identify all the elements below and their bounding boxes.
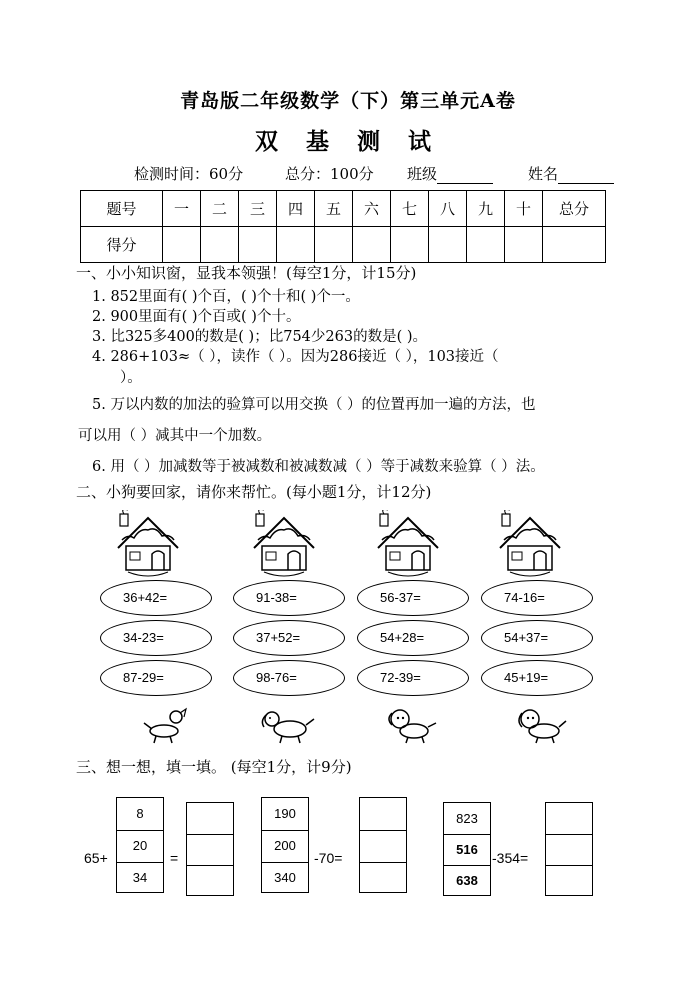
total-label: 总分：100分 bbox=[285, 165, 374, 183]
score-table bbox=[80, 190, 606, 263]
answer-cell[interactable] bbox=[546, 803, 592, 834]
answer-cell[interactable] bbox=[187, 834, 233, 865]
equation-oval[interactable]: 34-23= bbox=[100, 620, 212, 656]
section3-title: 三、想一想，填一填。 (每空1分，计9分) bbox=[76, 758, 352, 776]
header-cell: 四 bbox=[277, 191, 315, 227]
score-cell[interactable] bbox=[353, 227, 391, 263]
header-cell: 八 bbox=[429, 191, 467, 227]
number-cell: 190 bbox=[274, 806, 296, 821]
equation-oval[interactable]: 91-38= bbox=[233, 580, 345, 616]
house-icon bbox=[108, 510, 188, 580]
house-icon bbox=[368, 510, 448, 580]
number-column bbox=[443, 802, 491, 896]
paper-subtitle: 双 基 测 试 bbox=[254, 128, 442, 155]
question-item-cont: ）。 bbox=[120, 370, 142, 386]
header-cell: 六 bbox=[353, 191, 391, 227]
operator-label: -70= bbox=[314, 850, 343, 866]
equation-oval[interactable]: 74-16= bbox=[481, 580, 593, 616]
number-column bbox=[261, 797, 309, 893]
name-field bbox=[528, 163, 614, 184]
question-item: 1. 852里面有( )个百，( )个十和( )个一。 bbox=[92, 289, 360, 305]
number-cell: 200 bbox=[262, 830, 308, 862]
score-cell[interactable] bbox=[429, 227, 467, 263]
score-cell[interactable] bbox=[163, 227, 201, 263]
number-cell: 516 bbox=[444, 834, 490, 865]
dog-icon bbox=[384, 703, 438, 745]
equation-oval[interactable]: 72-39= bbox=[357, 660, 469, 696]
question-item: 4. 286+103≈（ ），读作（ ）。因为286接近（ ），103接近（ bbox=[92, 349, 499, 365]
dog-icon bbox=[258, 703, 318, 745]
score-row bbox=[81, 227, 606, 263]
header-cell: 三 bbox=[239, 191, 277, 227]
score-cell[interactable] bbox=[391, 227, 429, 263]
header-cell: 十 bbox=[505, 191, 543, 227]
number-cell: 34 bbox=[117, 862, 163, 894]
equation-oval[interactable]: 36+42= bbox=[100, 580, 212, 616]
score-cell[interactable] bbox=[239, 227, 277, 263]
question-item-cont: 可以用（ ）减其中一个加数。 bbox=[78, 428, 272, 444]
number-column bbox=[116, 797, 164, 893]
class-blank[interactable] bbox=[437, 167, 493, 184]
answer-column bbox=[186, 802, 234, 896]
header-cell: 一 bbox=[163, 191, 201, 227]
score-header-row bbox=[81, 191, 606, 227]
number-cell: 638 bbox=[444, 865, 490, 896]
equation-oval[interactable]: 37+52= bbox=[233, 620, 345, 656]
number-cell: 20 bbox=[117, 830, 163, 862]
score-cell[interactable] bbox=[201, 227, 239, 263]
answer-cell[interactable] bbox=[360, 798, 406, 830]
equation-oval[interactable]: 87-29= bbox=[100, 660, 212, 696]
answer-column bbox=[359, 797, 407, 893]
equals-sign: = bbox=[170, 850, 179, 866]
equation-oval[interactable]: 98-76= bbox=[233, 660, 345, 696]
paper-title: 青岛版二年级数学（下）第三单元A卷 bbox=[180, 90, 516, 112]
answer-cell[interactable] bbox=[546, 865, 592, 896]
answer-column bbox=[545, 802, 593, 896]
answer-cell[interactable] bbox=[187, 803, 233, 834]
score-cell[interactable] bbox=[277, 227, 315, 263]
header-cell: 七 bbox=[391, 191, 429, 227]
equation-oval[interactable]: 45+19= bbox=[481, 660, 593, 696]
operator-label: -354= bbox=[492, 850, 529, 866]
header-cell: 五 bbox=[315, 191, 353, 227]
number-cell: 340 bbox=[262, 862, 308, 894]
answer-cell[interactable] bbox=[546, 834, 592, 865]
score-cell[interactable] bbox=[467, 227, 505, 263]
equation-oval[interactable]: 54+37= bbox=[481, 620, 593, 656]
score-cell[interactable] bbox=[315, 227, 353, 263]
header-cell: 九 bbox=[467, 191, 505, 227]
score-cell[interactable] bbox=[543, 227, 606, 263]
header-cell: 总分 bbox=[543, 191, 606, 227]
house-icon bbox=[490, 510, 570, 580]
answer-cell[interactable] bbox=[360, 830, 406, 862]
question-item: 6. 用（ ）加减数等于被减数和被减数减（ ）等于减数来验算（ ）法。 bbox=[92, 459, 545, 475]
question-item: 2. 900里面有( )个百或( )个十。 bbox=[92, 309, 301, 325]
number-cell: 823 bbox=[456, 811, 478, 826]
question-item: 5. 万以内数的加法的验算可以用交换（ ）的位置再加一遍的方法，也 bbox=[92, 397, 536, 413]
dog-icon bbox=[512, 703, 568, 745]
question-item: 3. 比325多400的数是( )；比754少263的数是( )。 bbox=[92, 329, 427, 345]
equation-oval[interactable]: 54+28= bbox=[357, 620, 469, 656]
equation-oval[interactable]: 56-37= bbox=[357, 580, 469, 616]
answer-cell[interactable] bbox=[187, 865, 233, 896]
dog-icon bbox=[140, 703, 190, 745]
name-label: 姓名 bbox=[528, 165, 559, 183]
section1-title: 一、小小知识窗，显我本领强！(每空1分，计15分) bbox=[76, 264, 417, 282]
header-cell: 题号 bbox=[81, 191, 163, 227]
class-field bbox=[407, 163, 493, 184]
house-icon bbox=[244, 510, 324, 580]
answer-cell[interactable] bbox=[360, 862, 406, 894]
header-cell: 二 bbox=[201, 191, 239, 227]
score-cell[interactable] bbox=[505, 227, 543, 263]
time-label: 检测时间：60分 bbox=[134, 165, 244, 183]
section2-title: 二、小狗要回家，请你来帮忙。(每小题1分，计12分) bbox=[76, 483, 432, 501]
class-label: 班级 bbox=[407, 165, 438, 183]
score-row-label: 得分 bbox=[81, 227, 163, 263]
number-cell: 8 bbox=[136, 806, 144, 821]
operator-label: 65+ bbox=[84, 850, 108, 866]
name-blank[interactable] bbox=[558, 167, 614, 184]
